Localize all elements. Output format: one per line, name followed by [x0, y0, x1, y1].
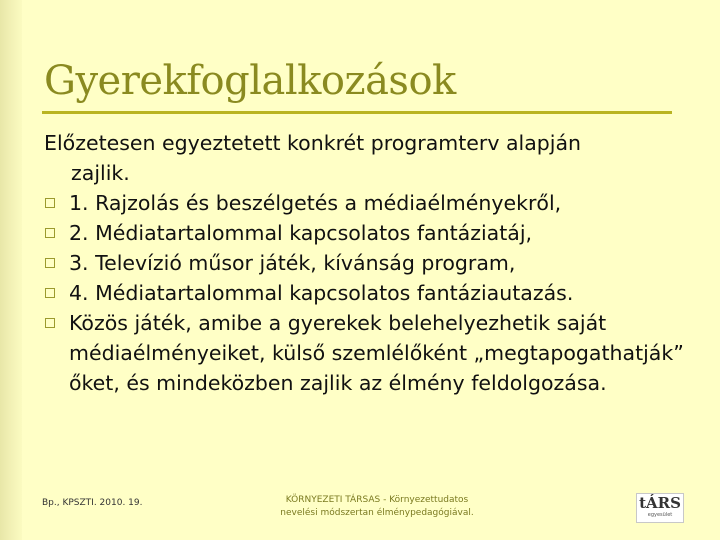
square-bullet-icon: [45, 288, 55, 298]
square-bullet-icon: [45, 318, 55, 328]
slide-title: Gyerekfoglalkozások: [44, 58, 456, 104]
square-bullet-icon: [45, 258, 55, 268]
bullet-item: [44, 308, 694, 398]
square-bullet-icon: [45, 228, 55, 238]
title-underline: [42, 111, 672, 114]
footer-caption: [252, 494, 502, 520]
bullet-item: [44, 278, 694, 308]
bullet-text: 2. Médiatartalommal kapcsolatos fantáziatáj,: [69, 221, 533, 245]
intro-line-2: zajlik.: [71, 161, 130, 185]
left-decorative-stripe: [0, 0, 22, 540]
footer-date: Bp., KPSZTI. 2010. 19.: [42, 498, 143, 508]
square-bullet-icon: [45, 198, 55, 208]
tars-logo: [636, 493, 684, 523]
bullet-text: 1. Rajzolás és beszélgetés a médiaélményekről,: [69, 191, 562, 215]
bullet-text: 3. Televízió műsor játék, kívánság program,: [69, 251, 516, 275]
bullet-text: 4. Médiatartalommal kapcsolatos fantáziautazás.: [69, 281, 574, 305]
logo-text: tÁRS: [639, 494, 681, 512]
bullet-item: [44, 218, 694, 248]
intro-paragraph: [44, 128, 694, 188]
bullet-item: [44, 188, 694, 218]
intro-line-1: Előzetesen egyeztetett konkrét programterv alapján: [44, 131, 582, 155]
bullet-text: Közös játék, amibe a gyerekek belehelyezhetik saját médiaélményeiket, külső szemlélőként „megtapogathatják” őket, és mindeközben zajlik az élmény feldolgozása.: [69, 311, 684, 395]
slide-content: [44, 128, 694, 398]
footer-caption-line-1: KÖRNYEZETI TÁRSAS - Környezettudatos: [285, 495, 469, 505]
logo-subtext: egyesület: [647, 512, 673, 518]
bullet-item: [44, 248, 694, 278]
footer-caption-line-2: nevelési módszertan élménypedagógiával.: [280, 508, 474, 518]
